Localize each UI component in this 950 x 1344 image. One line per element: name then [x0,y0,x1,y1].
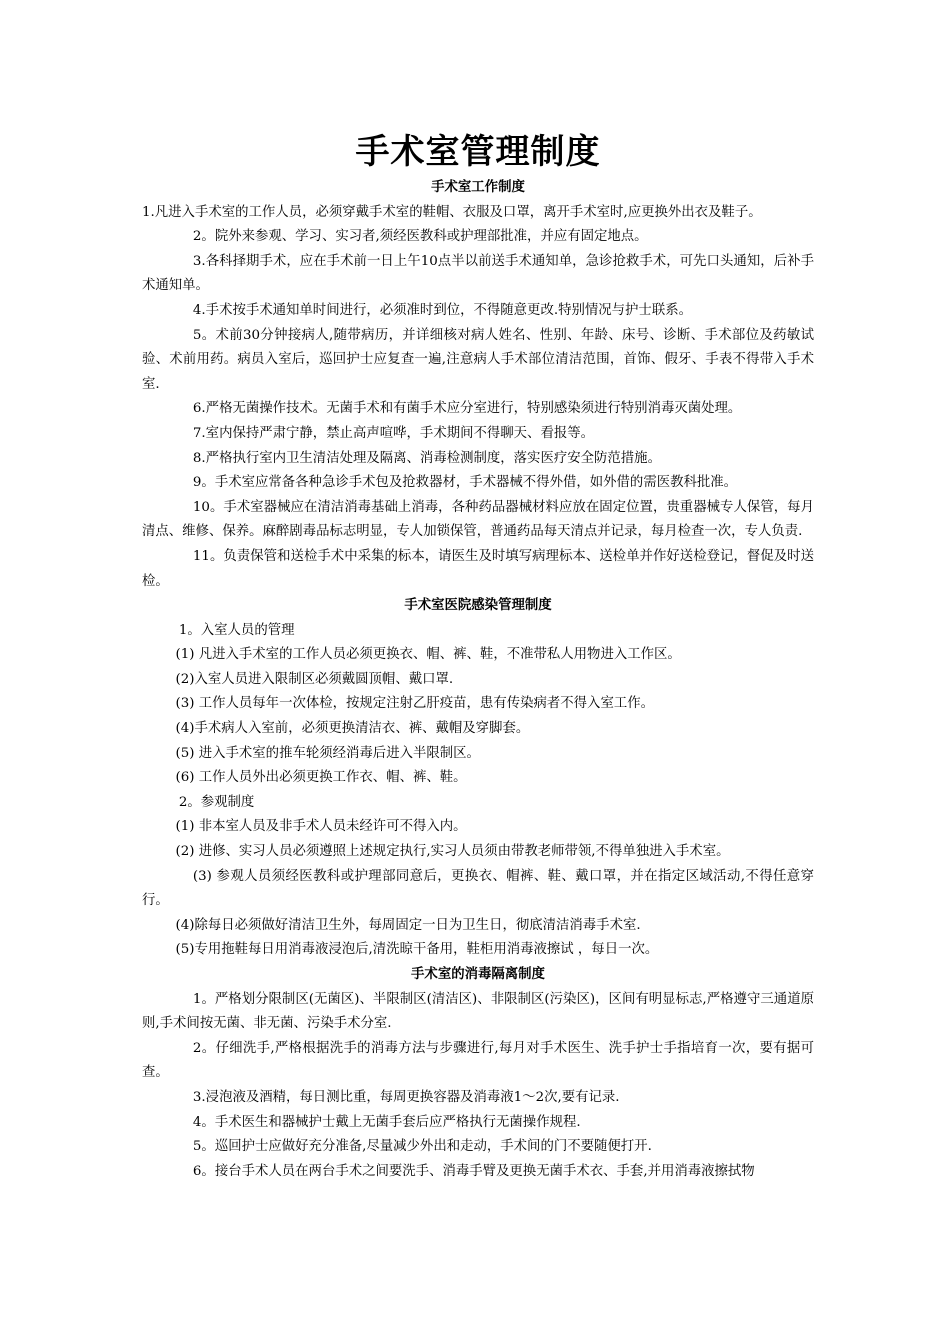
paragraph: 3.各科择期手术，应在手术前一日上午10点半以前送手术通知单，急诊抢救手术，可先口头通知，后补手术通知单。 [142,253,814,294]
paragraph: (2)入室人员进入限制区必须戴圆顶帽、戴口罩. [175,671,454,687]
paragraph: (1) 凡进入手术室的工作人员必须更换衣、帽、裤、鞋，不准带私人用物进入工作区。 [175,647,681,663]
paragraph: 5。巡回护士应做好充分准备,尽量减少外出和走动，手术间的门不要随便打开. [192,1139,652,1155]
paragraph: 6。接台手术人员在两台手术之间要洗手、消毒手臂及更换无菌手术衣、手套,并用消毒液擦拭物 [192,1163,755,1179]
paragraph: 4。手术医生和器械护士戴上无菌手套后应严格执行无菌操作规程. [192,1114,581,1130]
paragraph: 2。仔细洗手,严格根据洗手的消毒方法与步骤进行,每月对手术医生、洗手护士手指培育一次，要有据可查。 [142,1040,814,1081]
paragraph: (3) 参观人员须经医教科或护理部同意后，更换衣、帽裤、鞋、戴口罩，并在指定区域活动,不得任意穿行。 [142,868,814,909]
paragraph: 8.严格执行室内卫生清洁处理及隔离、消毒检测制度，落实医疗安全防范措施。 [192,450,661,466]
document-title: 手术室管理制度 [355,132,601,172]
paragraph: 2。参观制度 [178,794,255,810]
paragraph: 10。手术室器械应在清洁消毒基础上消毒，各种药品器械材料应放在固定位置，贵重器械专人保管，每月清点、维修、保养。麻醉剧毒品标志明显，专人加锁保管，普通药品每天清点并记录，每月检查一次，专人负责. [142,499,814,540]
section-infection-control [142,594,814,963]
paragraph: 11。负责保管和送检手术中采集的标本，请医生及时填写病理标本、送检单并作好送检登记，督促及时送检。 [142,548,814,589]
paragraph: (5)专用拖鞋每日用消毒液浸泡后,清洗晾干备用，鞋柜用消毒液擦试 ，每日一次。 [175,942,659,958]
paragraph: 1。严格划分限制区(无菌区)、半限制区(清洁区)、非限制区(污染区)，区间有明显标志,严格遵守三通道原则,手术间按无菌、非无菌、污染手术分室. [142,991,814,1032]
paragraph: 7.室内保持严肃宁静，禁止高声喧哗，手术期间不得聊天、看报等。 [192,425,595,441]
paragraph: 5。术前30分钟接病人,随带病历，并详细核对病人姓名、性别、年龄、床号、诊断、手术部位及药敏试验、术前用药。病员入室后，巡回护士应复查一遍,注意病人手术部位清洁范围，首饰、假牙、手表不得带入手术室. [142,327,814,392]
section-work-rules [142,176,814,594]
paragraph: (2) 进修、实习人员必须遵照上述规定执行,实习人员须由带教老师带领,不得单独进入手术室。 [175,844,730,860]
section-heading: 手术室工作制度 [431,180,525,195]
paragraph: (4)手术病人入室前，必须更换清洁衣、裤、戴帽及穿脚套。 [175,721,530,737]
paragraph: 4.手术按手术通知单时间进行，必须准时到位，不得随意更改.特别情况与护士联系。 [192,302,692,318]
paragraph: 3.浸泡液及酒精，每日测比重，每周更换容器及消毒液1～2次,要有记录. [192,1089,620,1105]
section-heading: 手术室医院感染管理制度 [404,598,552,614]
paragraph: (3) 工作人员每年一次体检，按规定注射乙肝疫苗，患有传染病者不得入室工作。 [175,696,655,712]
document-page [142,126,814,1184]
paragraph: (5) 进入手术室的推车轮须经消毒后进入半限制区。 [175,745,480,761]
section-disinfection-isolation [142,963,814,1184]
paragraph: 1。入室人员的管理 [178,622,295,638]
paragraph: 6.严格无菌操作技术。无菌手术和有菌手术应分室进行，特别感染须进行特别消毒灭菌处理。 [192,401,742,417]
paragraph: 2。院外来参观、学习、实习者,须经医教科或护理部批准，并应有固定地点。 [192,229,648,245]
paragraph: (1) 非本室人员及非手术人员未经许可不得入内。 [175,819,467,835]
paragraph: (4)除每日必须做好清洁卫生外，每周固定一日为卫生日，彻底清洁消毒手术室. [175,917,641,933]
paragraph: 9。手术室应常备各种急诊手术包及抢救器材，手术器械不得外借，如外借的需医教科批准。 [192,475,738,491]
section-heading: 手术室的消毒隔离制度 [411,967,545,982]
paragraph: 1.凡进入手术室的工作人员，必须穿戴手术室的鞋帽、衣服及口罩，离开手术室时,应更换外出衣及鞋子。 [142,204,762,220]
paragraph: (6) 工作人员外出必须更换工作衣、帽、裤、鞋。 [175,770,467,786]
